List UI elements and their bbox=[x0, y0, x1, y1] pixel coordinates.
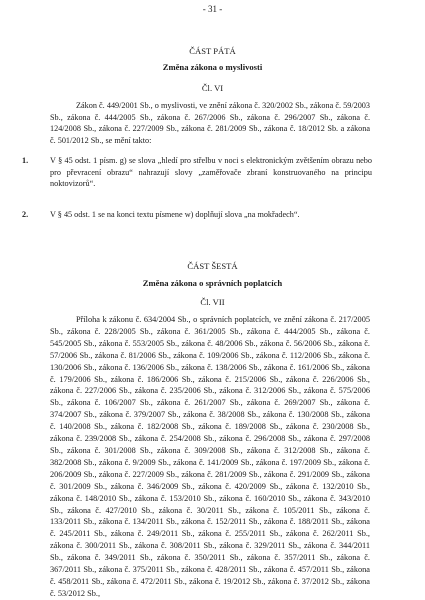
amendment-item-number: 2. bbox=[22, 210, 29, 219]
part-five-intro-paragraph: Zákon č. 449/2001 Sb., o myslivosti, ve znění zákona č. 320/2002 Sb., zákona č. 59/2003 Sb., zákona č. 444/2005 Sb., zákona č. 267/2006 Sb., zákona č. 296/2007 Sb., zákona č. 124/2008 Sb., zákona č. 227/2009 Sb., zákona č. 281/2009 Sb., zákona č. 18/2012 Sb. a zákona č. 501/2012 Sb., se mění takto: bbox=[50, 101, 370, 145]
part-six-body-paragraph: Příloha k zákonu č. 634/2004 Sb., o správních poplatcích, ve znění zákona č. 217/2005 Sb., zákona č. 228/2005 Sb., zákona č. 361/2005 Sb., zákona č. 444/2005 Sb., zákona č. 545/2005 Sb., zákona č. 553/2005 Sb., zákona č. 48/2006 Sb., zákona č. 56/2006 Sb., zákona č. 57/2006 Sb., zákona č. 81/2006 Sb., zákona č. 109/2006 Sb., zákona č. 112/2006 Sb., zákona č. 130/2006 Sb., zákona č. 136/2006 Sb., zákona č. 138/2006 Sb., zákona č. 161/2006 Sb., zákona č. 179/2006 Sb., zákona č. 186/2006 Sb., zákona č. 215/2006 Sb., zákona č. 226/2006 Sb., zákona č. 227/2006 Sb., zákona č. 235/2006 Sb., zákona č. 312/2006 Sb., zákona č. 575/2006 Sb., zákona č. 106/2007 Sb., zákona č. 261/2007 Sb., zákona č. 269/2007 Sb., zákona č. 374/2007 Sb., zákona č. 379/2007 Sb., zákona č. 38/2008 Sb., zákona č. 130/2008 Sb., zákona č. 140/2008 Sb., zákona č. 182/2008 Sb., zákona č. 189/2008 Sb., zákona č. 230/2008 Sb., zákona č. 239/2008 Sb., zákona č. 254/2008 Sb., zákona č. 296/2008 Sb., zákona č. 297/2008 Sb., zákona č. 301/2008 Sb., zákona č. 309/2008 Sb., zákona č. 312/2008 Sb., zákona č. 382/2008 Sb., zákona č. 9/2009 Sb., zákona č. 141/2009 Sb., zákona č. 197/2009 Sb., zákona č. 206/2009 Sb., zákona č. 227/2009 Sb., zákona č. 281/2009 Sb., zákona č. 291/2009 Sb., zákona č. 301/2009 Sb., zákona č. 346/2009 Sb., zákona č. 420/2009 Sb., zákona č. 132/2010 Sb., zákona č. 148/2010 Sb., zákona č. 153/2010 Sb., zákona č. 160/2010 Sb., zákona č. 343/2010 Sb., zákona č. 427/2010 Sb., zákona č. 30/2011 Sb., zákona č. 105/2011 Sb., zákona č. 133/2011 Sb., zákona č. 134/2011 Sb., zákona č. 152/2011 Sb., zákona č. 188/2011 Sb., zákona č. 245/2011 Sb., zákona č. 249/2011 Sb., zákona č. 255/2011 Sb., zákona č. 262/2011 Sb., zákona č. 300/2011 Sb., zákona č. 308/2011 Sb., zákona č. 329/2011 Sb., zákona č. 344/2011 Sb., zákona č. 349/2011 Sb., zákona č. 350/2011 Sb., zákona č. 357/2011 Sb., zákona č. 367/2011 Sb., zákona č. 375/2011 Sb., zákona č. 428/2011 Sb., zákona č. 457/2011 Sb., zákona č. 458/2011 Sb., zákona č. 472/2011 Sb., zákona č. 19/2012 Sb., zákona č. 37/2012 Sb., zákona č. 53/2012 Sb., bbox=[50, 315, 370, 598]
part-five-heading: ČÁST PÁTÁ bbox=[189, 46, 236, 56]
page-number: - 31 - bbox=[202, 4, 223, 14]
article-six-heading: Čl. VI bbox=[201, 83, 224, 93]
amendment-item-number: 1. bbox=[22, 156, 29, 165]
article-seven-heading: Čl. VII bbox=[200, 297, 225, 307]
part-five-title: Změna zákona o myslivosti bbox=[162, 62, 263, 72]
amendment-item-1 bbox=[22, 155, 377, 191]
amendment-item-2 bbox=[22, 209, 377, 223]
amendment-item-text: V § 45 odst. 1 se na konci textu písmene w) doplňují slova „na mokřadech“. bbox=[50, 210, 300, 219]
part-six-title: Změna zákona o správních poplatcích bbox=[142, 278, 283, 288]
part-six-heading: ČÁST ŠESTÁ bbox=[187, 261, 238, 271]
amendment-item-text: V § 45 odst. 1 písm. g) se slova „hledí pro střelbu v noci s elektronickým zvětšením obrazu nebo pro převracení obrazu“ nahrazují slovy „zaměřovače zbraní konstruovaného na principu noktovizorů“. bbox=[50, 156, 372, 189]
